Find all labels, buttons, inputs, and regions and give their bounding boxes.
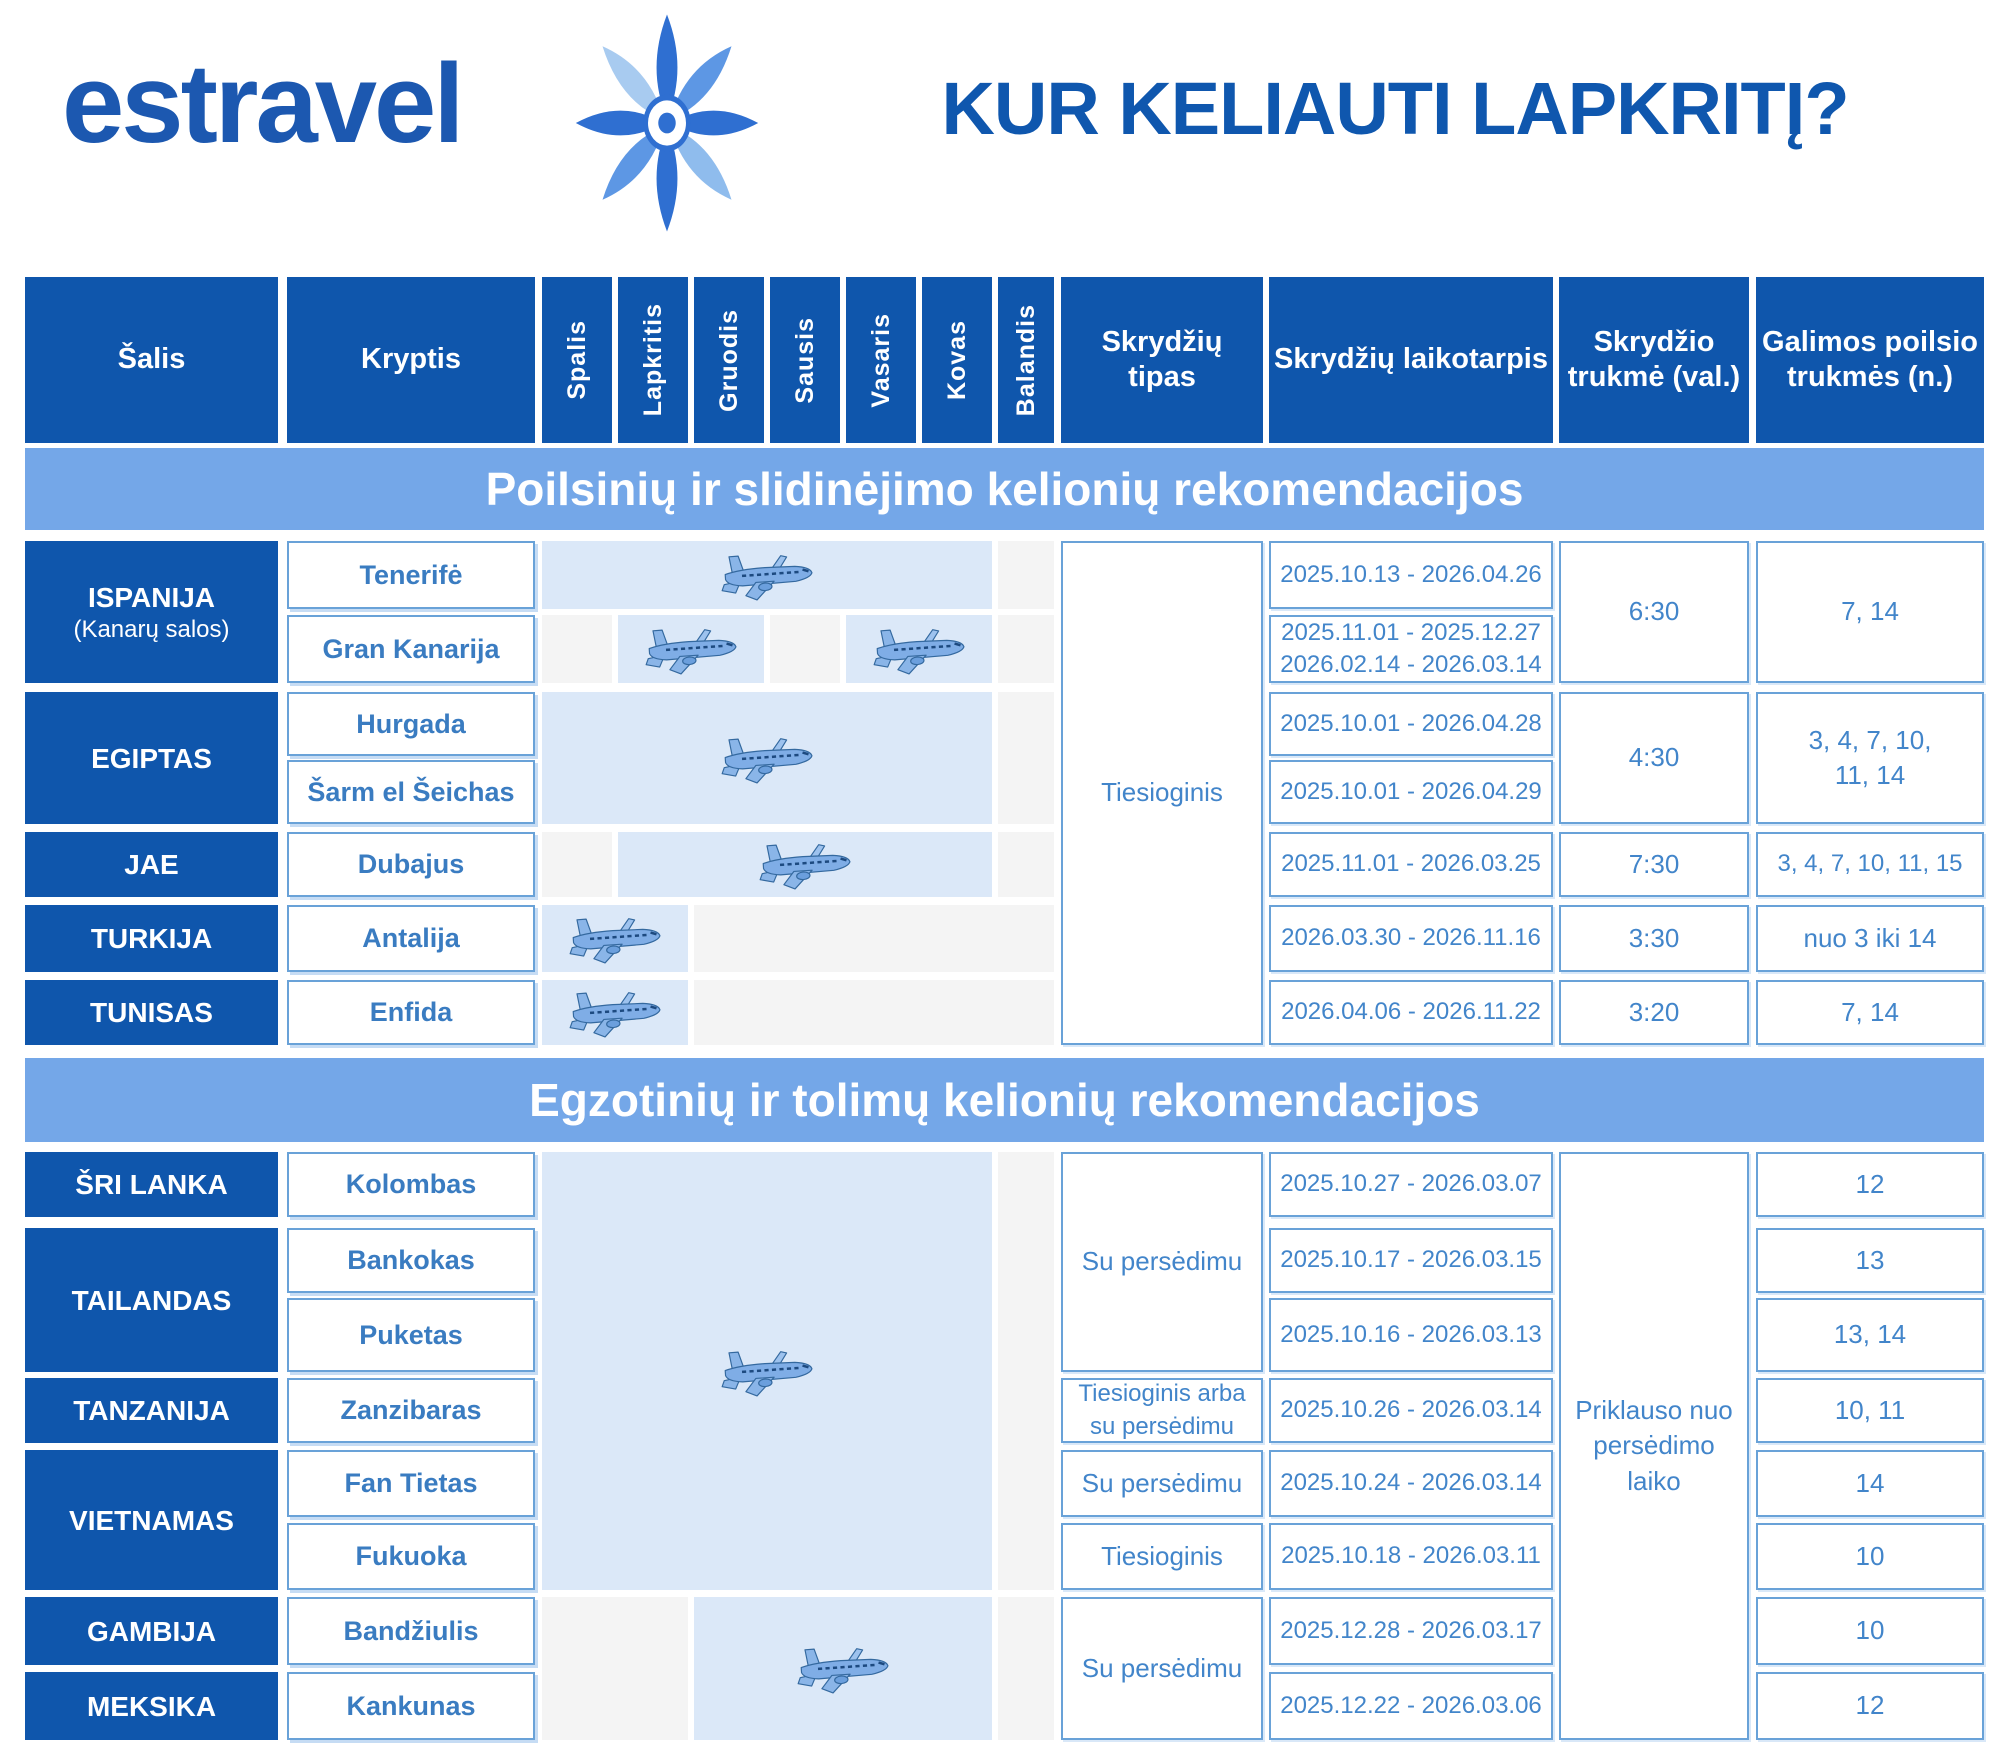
nights-box-kolombas: 12 <box>1756 1152 1984 1217</box>
nights-box-zanzibaras: 10, 11 <box>1756 1378 1984 1443</box>
gantt-bar-antalija-inactive <box>694 905 1054 972</box>
nights-box-bandziulis: 10 <box>1756 1597 1984 1665</box>
destination-cell-sarm-el-seichas: Šarm el Šeichas <box>287 760 535 824</box>
gantt-bar-dubajus-inactive-2 <box>998 832 1054 897</box>
country-cell-jae: JAE <box>25 832 278 897</box>
column-header-nights: Galimos poilsio trukmės (n.) <box>1756 277 1984 443</box>
nights-box-bankokas: 13 <box>1756 1228 1984 1293</box>
gantt-bar-egiptas-active <box>542 692 992 824</box>
gantt-bar-gran-kanarija-active-1 <box>618 615 764 683</box>
country-cell-meksika: MEKSIKA <box>25 1672 278 1740</box>
nights-box-egiptas: 3, 4, 7, 10, 11, 14 <box>1756 692 1984 824</box>
column-header-month-balandis: Balandis <box>998 277 1054 443</box>
gantt-bar-gran-kanarija-active-2 <box>846 615 992 683</box>
column-header-month-lapkritis: Lapkritis <box>618 277 688 443</box>
destination-cell-fukuoka: Fukuoka <box>287 1523 535 1590</box>
section1-title-band: Poilsinių ir slidinėjimo kelionių rekomendacijos <box>25 448 1984 530</box>
destination-cell-puketas: Puketas <box>287 1298 535 1372</box>
nights-box-fukuoka: 10 <box>1756 1523 1984 1590</box>
country-cell-ispanija: ISPANIJA (Kanarų salos) <box>25 541 278 683</box>
column-header-flight-type: Skrydžių tipas <box>1061 277 1263 443</box>
destination-cell-bandziulis: Bandžiulis <box>287 1597 535 1665</box>
gantt-bar-exotic-block-active <box>542 1152 992 1590</box>
column-header-country: Šalis <box>25 277 278 443</box>
period-box-zanzibaras: 2025.10.26 - 2026.03.14 <box>1269 1378 1553 1443</box>
country-cell-gambija: GAMBIJA <box>25 1597 278 1665</box>
duration-box-ispanija: 6:30 <box>1559 541 1749 683</box>
nights-box-kankunas: 12 <box>1756 1672 1984 1740</box>
gantt-bar-gran-kanarija-inactive-1 <box>542 615 612 683</box>
gantt-bar-tenerife-active <box>542 541 992 609</box>
period-box-fan-tietas: 2025.10.24 - 2026.03.14 <box>1269 1450 1553 1517</box>
nights-box-fan-tietas: 14 <box>1756 1450 1984 1517</box>
period-box-dubajus: 2025.11.01 - 2026.03.25 <box>1269 832 1553 897</box>
destination-cell-dubajus: Dubajus <box>287 832 535 897</box>
period-box-antalija: 2026.03.30 - 2026.11.16 <box>1269 905 1553 972</box>
period-box-fukuoka: 2025.10.18 - 2026.03.11 <box>1269 1523 1553 1590</box>
gantt-bar-egiptas-inactive <box>998 692 1054 824</box>
destination-cell-zanzibaras: Zanzibaras <box>287 1378 535 1443</box>
gantt-bar-antalija-active <box>542 905 688 972</box>
destination-cell-antalija: Antalija <box>287 905 535 972</box>
country-cell-turkija: TURKIJA <box>25 905 278 972</box>
column-header-month-vasaris: Vasaris <box>846 277 916 443</box>
period-box-kolombas: 2025.10.27 - 2026.03.07 <box>1269 1152 1553 1217</box>
destination-cell-tenerife: Tenerifė <box>287 541 535 609</box>
column-header-destination: Kryptis <box>287 277 535 443</box>
duration-box-section2: Priklauso nuo persėdimo laiko <box>1559 1152 1749 1740</box>
flight-type-box-fan-tietas: Su persėdimu <box>1061 1450 1263 1517</box>
country-cell-egiptas: EGIPTAS <box>25 692 278 824</box>
gantt-bar-enfida-active <box>542 980 688 1045</box>
nights-box-ispanija: 7, 14 <box>1756 541 1984 683</box>
gantt-bar-tenerife-inactive <box>998 541 1054 609</box>
nights-box-puketas: 13, 14 <box>1756 1298 1984 1372</box>
column-header-month-spalis: Spalis <box>542 277 612 443</box>
destination-cell-enfida: Enfida <box>287 980 535 1045</box>
duration-box-dubajus: 7:30 <box>1559 832 1749 897</box>
column-header-period: Skrydžių laikotarpis <box>1269 277 1553 443</box>
section2-title-band: Egzotinių ir tolimų kelionių rekomendacijos <box>25 1058 1984 1142</box>
period-box-gran-kanarija: 2025.11.01 - 2025.12.27 2026.02.14 - 2026.03.14 <box>1269 615 1553 683</box>
destination-cell-gran-kanarija: Gran Kanarija <box>287 615 535 683</box>
gantt-bar-dubajus-inactive-1 <box>542 832 612 897</box>
column-header-month-gruodis: Gruodis <box>694 277 764 443</box>
destination-cell-bankokas: Bankokas <box>287 1228 535 1293</box>
duration-box-enfida: 3:20 <box>1559 980 1749 1045</box>
period-box-puketas: 2025.10.16 - 2026.03.13 <box>1269 1298 1553 1372</box>
destination-cell-fan-tietas: Fan Tietas <box>287 1450 535 1517</box>
period-box-sarm-el-seichas: 2025.10.01 - 2026.04.29 <box>1269 760 1553 824</box>
gantt-bar-gran-kanarija-inactive-3 <box>998 615 1054 683</box>
period-box-enfida: 2026.04.06 - 2026.11.22 <box>1269 980 1553 1045</box>
period-box-hurgada: 2025.10.01 - 2026.04.28 <box>1269 692 1553 756</box>
gantt-bar-dubajus-active <box>618 832 992 897</box>
gantt-bar-gambija-meksika-active <box>694 1597 992 1740</box>
nights-box-antalija: nuo 3 iki 14 <box>1756 905 1984 972</box>
column-header-month-kovas: Kovas <box>922 277 992 443</box>
period-box-bankokas: 2025.10.17 - 2026.03.15 <box>1269 1228 1553 1293</box>
country-cell-tanzanija: TANZANIJA <box>25 1378 278 1443</box>
period-box-bandziulis: 2025.12.28 - 2026.03.17 <box>1269 1597 1553 1665</box>
flight-type-box-fukuoka: Tiesioginis <box>1061 1523 1263 1590</box>
page-title: KUR KELIAUTI LAPKRITĮ? <box>941 67 1849 151</box>
column-header-duration: Skrydžio trukmė (val.) <box>1559 277 1749 443</box>
column-header-month-sausis: Sausis <box>770 277 840 443</box>
gantt-bar-enfida-inactive <box>694 980 1054 1045</box>
estravel-logo: estravel <box>62 41 462 166</box>
period-box-kankunas: 2025.12.22 - 2026.03.06 <box>1269 1672 1553 1740</box>
nights-box-enfida: 7, 14 <box>1756 980 1984 1045</box>
destination-cell-hurgada: Hurgada <box>287 692 535 756</box>
period-box-tenerife: 2025.10.13 - 2026.04.26 <box>1269 541 1553 609</box>
destination-cell-kankunas: Kankunas <box>287 1672 535 1740</box>
country-cell-tunisas: TUNISAS <box>25 980 278 1045</box>
gantt-bar-gambija-meksika-inactive-2 <box>998 1597 1054 1740</box>
flight-type-box-su-persedimu-2: Su persėdimu <box>1061 1597 1263 1740</box>
gantt-bar-gran-kanarija-inactive-2 <box>770 615 840 683</box>
country-cell-sri-lanka: ŠRI LANKA <box>25 1152 278 1217</box>
flight-type-box-zanzibaras: Tiesioginis arba su persėdimu <box>1061 1378 1263 1443</box>
gantt-bar-gambija-meksika-inactive-1 <box>542 1597 688 1740</box>
duration-box-egiptas: 4:30 <box>1559 692 1749 824</box>
flight-type-box-section1: Tiesioginis <box>1061 541 1263 1045</box>
destination-cell-kolombas: Kolombas <box>287 1152 535 1217</box>
flower-icon <box>572 10 762 236</box>
gantt-bar-exotic-block-inactive <box>998 1152 1054 1590</box>
duration-box-antalija: 3:30 <box>1559 905 1749 972</box>
flight-type-box-su-persedimu-1: Su persėdimu <box>1061 1152 1263 1372</box>
nights-box-dubajus: 3, 4, 7, 10, 11, 15 <box>1756 832 1984 897</box>
country-cell-tailandas: TAILANDAS <box>25 1228 278 1372</box>
country-cell-vietnamas: VIETNAMAS <box>25 1450 278 1590</box>
